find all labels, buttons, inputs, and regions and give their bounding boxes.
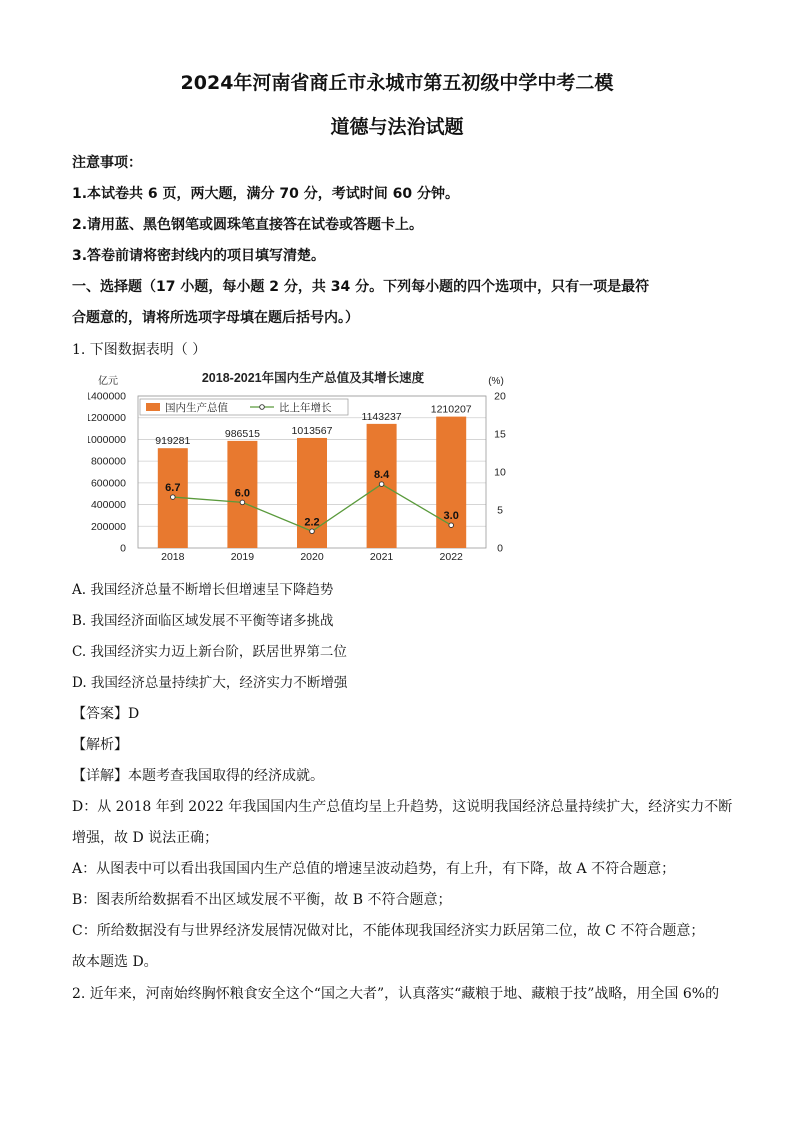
gdp-bar-label: 1143237	[361, 410, 402, 423]
question-2-stem: 2. 近年来，河南始终胸怀粮食安全这个“国之大者”，认真落实“藏粮于地、藏粮于技”战略，用全国 6%的	[72, 986, 720, 1002]
chart-title: 2018-2021年国内生产总值及其增长速度	[201, 371, 425, 385]
left-tick-label: 200000	[90, 520, 126, 533]
x-tick-label: 2018	[161, 551, 185, 563]
section-heading-cont: 合题意的，请将所选项字母填在题后括号内。）	[72, 310, 359, 326]
gdp-bar-label: 919281	[155, 435, 191, 448]
left-tick-label: 800000	[90, 455, 126, 468]
gdp-bar-label: 1210207	[430, 403, 472, 416]
x-tick-label: 2022	[439, 551, 463, 563]
right-axis-unit: (%)	[488, 376, 504, 387]
exam-subtitle: 道德与法治试题	[330, 116, 464, 138]
section-heading: 一、选择题（17 小题，每小题 2 分，共 34 分。下列每小题的四个选项中，只有一项是最符	[72, 279, 650, 295]
explain-line: C：所给数据没有与世界经济发展情况做对比，不能体现我国经济实力跃居第二位，故 C 不符合题意；	[72, 923, 705, 939]
gdp-bar	[436, 417, 466, 548]
gdp-bar-label: 1013567	[291, 424, 333, 437]
left-tick-label: 600000	[90, 477, 126, 490]
growth-point	[310, 529, 315, 534]
growth-point	[171, 495, 176, 500]
left-tick-label: 1200000	[88, 412, 126, 425]
growth-point	[449, 523, 454, 528]
analysis-label: 【解析】	[72, 737, 128, 753]
growth-point	[240, 500, 245, 505]
legend-swatch-point	[260, 405, 265, 410]
growth-point	[379, 482, 384, 487]
option-c: C. 我国经济实力迈上新台阶，跃居世界第二位	[72, 644, 347, 660]
growth-label: 6.0	[234, 487, 251, 500]
explain-line: A：从图表中可以看出我国国内生产总值的增速呈波动趋势，有上升，有下降，故 A 不符合题意；	[72, 861, 676, 877]
option-d: D. 我国经济总量持续扩大，经济实力不断增强	[72, 675, 348, 691]
right-tick-label: 20	[494, 390, 506, 403]
right-tick-label: 5	[497, 504, 503, 517]
left-tick-label: 1400000	[88, 390, 126, 403]
explain-line: 增强，故 D 说法正确；	[72, 830, 219, 846]
note-item: 3.答卷前请将密封线内的项目填写清楚。	[72, 248, 326, 264]
note-item: 2.请用蓝、黑色钢笔或圆珠笔直接答在试卷或答题卡上。	[72, 217, 424, 233]
answer-line: 【答案】D	[72, 706, 140, 722]
left-tick-label: 1000000	[88, 433, 126, 446]
x-tick-label: 2020	[300, 551, 324, 563]
right-tick-label: 0	[497, 542, 503, 555]
option-b: B. 我国经济面临区域发展不平衡等诸多挑战	[72, 613, 334, 629]
left-tick-label: 0	[120, 542, 126, 555]
option-a: A. 我国经济总量不断增长但增速呈下降趋势	[72, 582, 334, 598]
notes-heading: 注意事项：	[72, 155, 142, 171]
x-tick-label: 2019	[230, 551, 255, 563]
left-tick-label: 400000	[90, 499, 126, 512]
detail-line: 【详解】本题考查我国取得的经济成就。	[72, 768, 324, 784]
gdp-chart-svg	[88, 366, 518, 566]
x-tick-label: 2021	[369, 551, 394, 563]
question-1-stem: 1. 下图数据表明（ ）	[72, 342, 207, 358]
gdp-bar-label: 986515	[224, 427, 260, 440]
explain-line: D：从 2018 年到 2022 年我国国内生产总值均呈上升趋势，这说明我国经济总量持续扩大，经济实力不断	[72, 799, 733, 815]
gdp-chart	[88, 366, 518, 566]
right-tick-label: 10	[494, 466, 506, 479]
right-tick-label: 15	[494, 428, 506, 441]
explain-line: B：图表所给数据看不出区域发展不平衡，故 B 不符合题意；	[72, 892, 452, 908]
legend-swatch-bar	[146, 403, 160, 411]
growth-label: 3.0	[443, 510, 459, 523]
legend-label-gdp: 国内生产总值	[165, 402, 228, 414]
left-axis-unit: 亿元	[98, 376, 118, 387]
legend-label-growth: 比上年增长	[279, 402, 332, 414]
exam-title: 2024年河南省商丘市永城市第五初级中学中考二模	[180, 72, 614, 94]
growth-label: 2.2	[304, 516, 320, 529]
explain-line: 故本题选 D。	[72, 954, 158, 970]
growth-label: 6.7	[165, 482, 181, 495]
note-item: 1.本试卷共 6 页，两大题，满分 70 分，考试时间 60 分钟。	[72, 186, 460, 202]
growth-label: 8.4	[373, 469, 390, 482]
